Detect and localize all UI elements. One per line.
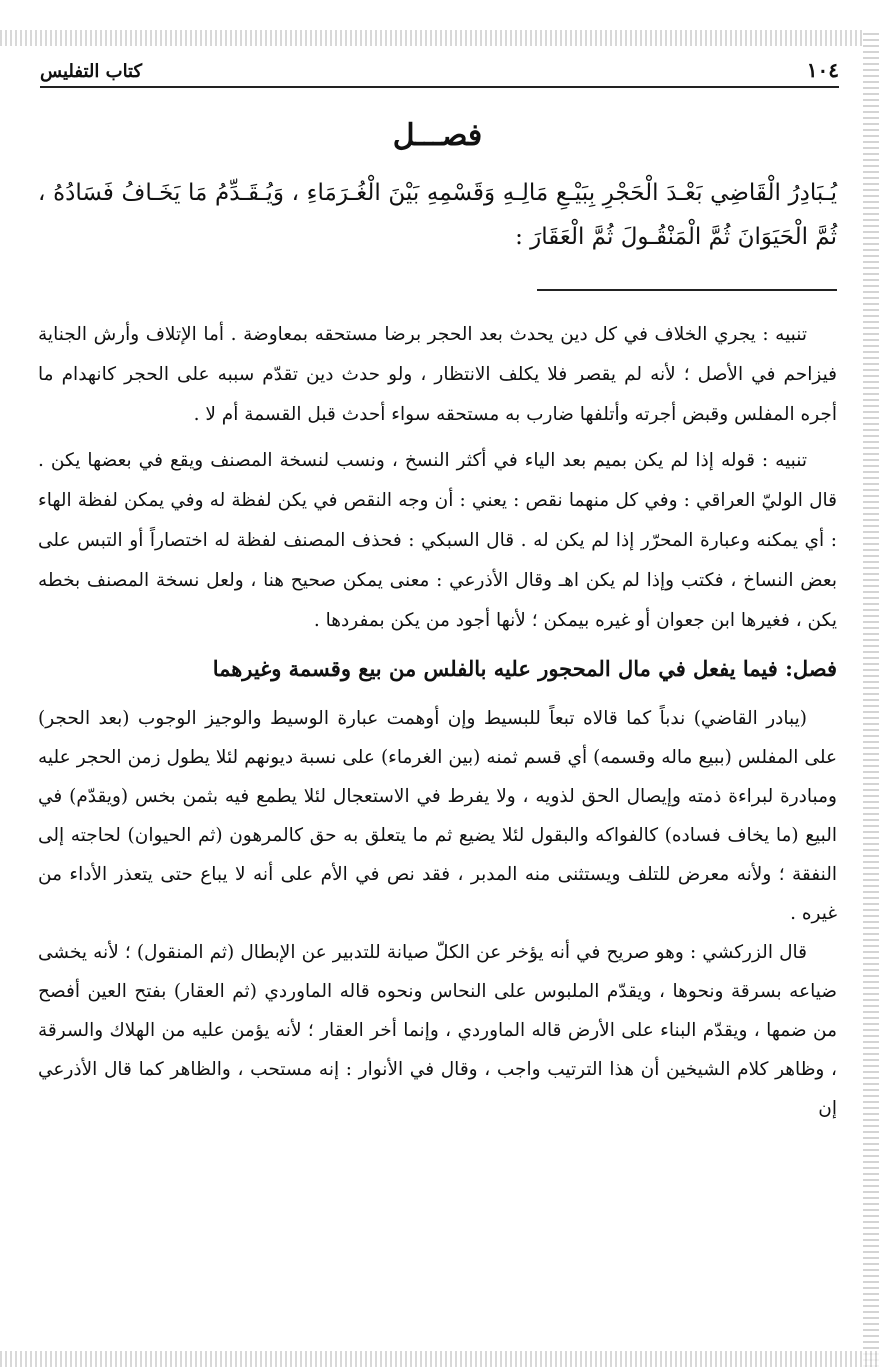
commentary-paragraph: (يبادر القاضي) ندباً كما قالاه تبعاً للبسيط وإن أوهمت عبارة الوسيط والوجيز الوجوب (بعد الحجر) على المفلس (ببيع ماله وقسمه) أي قسم ثمنه (بين الغرماء) على نسبة ديونهم لئلا يطول زمن الحجر عليه ومبادرة لبراءة ذمته وإيصال الحق لذويه ، ولا يفرط في الاستعجال لئلا يطمع فيه بثمن بخس (ويقدّم) في البيع (ما يخاف فساده) كالفواكه والبقول لئلا يضيع ثم ما يتعلق به حق كالمرهون (ثم الحيوان) لحاجته إلى النفقة ؛ ولأنه معرض للتلف ويستثنى منه المدبر ، فقد نص في الأم على أنه لا يباع حتى يتعذر الأداء من غيره . [38,708,837,924]
ornamental-border-right [863,30,879,1367]
section-heading: فصل: فيما يفعل في مال المحجور عليه بالفلس من بيع وقسمة وغيرهما [212,656,837,681]
ornamental-border-bottom [0,1351,879,1367]
page-content [38,118,837,1128]
page-number: ١٠٤ [806,58,839,82]
chapter-heading: فصـــل [392,118,483,153]
footnote-divider [537,289,837,291]
commentary-text [38,699,837,1128]
book-title: كتاب التفليس [40,61,143,82]
commentary-paragraph: قال الزركشي : وهو صريح في أنه يؤخر عن الكلّ صيانة للتدبير عن الإبطال (ثم المنقول) ؛ لأنه يخشى ضياعه بسرقة ونحوها ، ويقدّم الملبوس على النحاس ونحوه قاله الماوردي (ثم العقار) بفتح العين أفصح من ضمها ، ويقدّم البناء على الأرض قاله الماوردي ، وإنما أخر العقار ؛ لأنه يؤمن عليه من الهلاك والسرقة ، وظاهر كلام الشيخين أن هذا الترتيب واجب ، وقال في الأنوار : إنه مستحب ، والظاهر كما قال الأذرعي إن [38,942,837,1119]
note-paragraph: تنبيه : يجري الخلاف في كل دين يحدث بعد الحجر برضا مستحقه بمعاوضة . أما الإتلاف وأرش الجناية فيزاحم في الأصل ؛ لأنه لم يقصر فلا يكلف الانتظار ، ولو حدث دين تقدّم سببه على الحجر كانهدام ما أجره المفلس وقبض أجرته وأتلفها ضارب به مستحقه سواء أحدث قبل القسمة أم لا . [38,324,837,425]
note-paragraph: تنبيه : قوله إذا لم يكن بميم بعد الياء في أكثر النسخ ، ونسب لنسخة المصنف ويقع في بعضها يكن . قال الوليّ العراقي : وفي كل منهما نقص : يعني : أن وجه النقص في يكن لفظة له وفي يمكن لفظة الهاء : أي يمكنه وعبارة المحرّر إذا لم يكن له . قال السبكي : فحذف المصنف لفظة له اختصاراً أو التبس على بعض النساخ ، فكتب وإذا لم يكن اهـ وقال الأذرعي : معنى يمكن صحيح هنا ، ولعل نسخة المصنف بخطه يكن ، فغيرها ابن جعوان أو غيره بيمكن ؛ لأنها أجود من يكن بمفردها . [38,450,837,631]
ornamental-border-top [0,30,879,46]
matn-text: يُـبَادِرُ الْقَاضِي بَعْـدَ الْحَجْرِ بِبَيْـعِ مَالِـهِ وَقَسْمِهِ بَيْنَ الْغُـرَمَاءِ ، وَيُـقَـدِّمُ مَا يَخَـافُ فَسَادُهُ ، ثُمَّ الْحَيَوَانَ ثُمَّ الْمَنْقُـولَ ثُمَّ الْعَقَارَ : [38,180,837,250]
running-header [40,52,839,88]
